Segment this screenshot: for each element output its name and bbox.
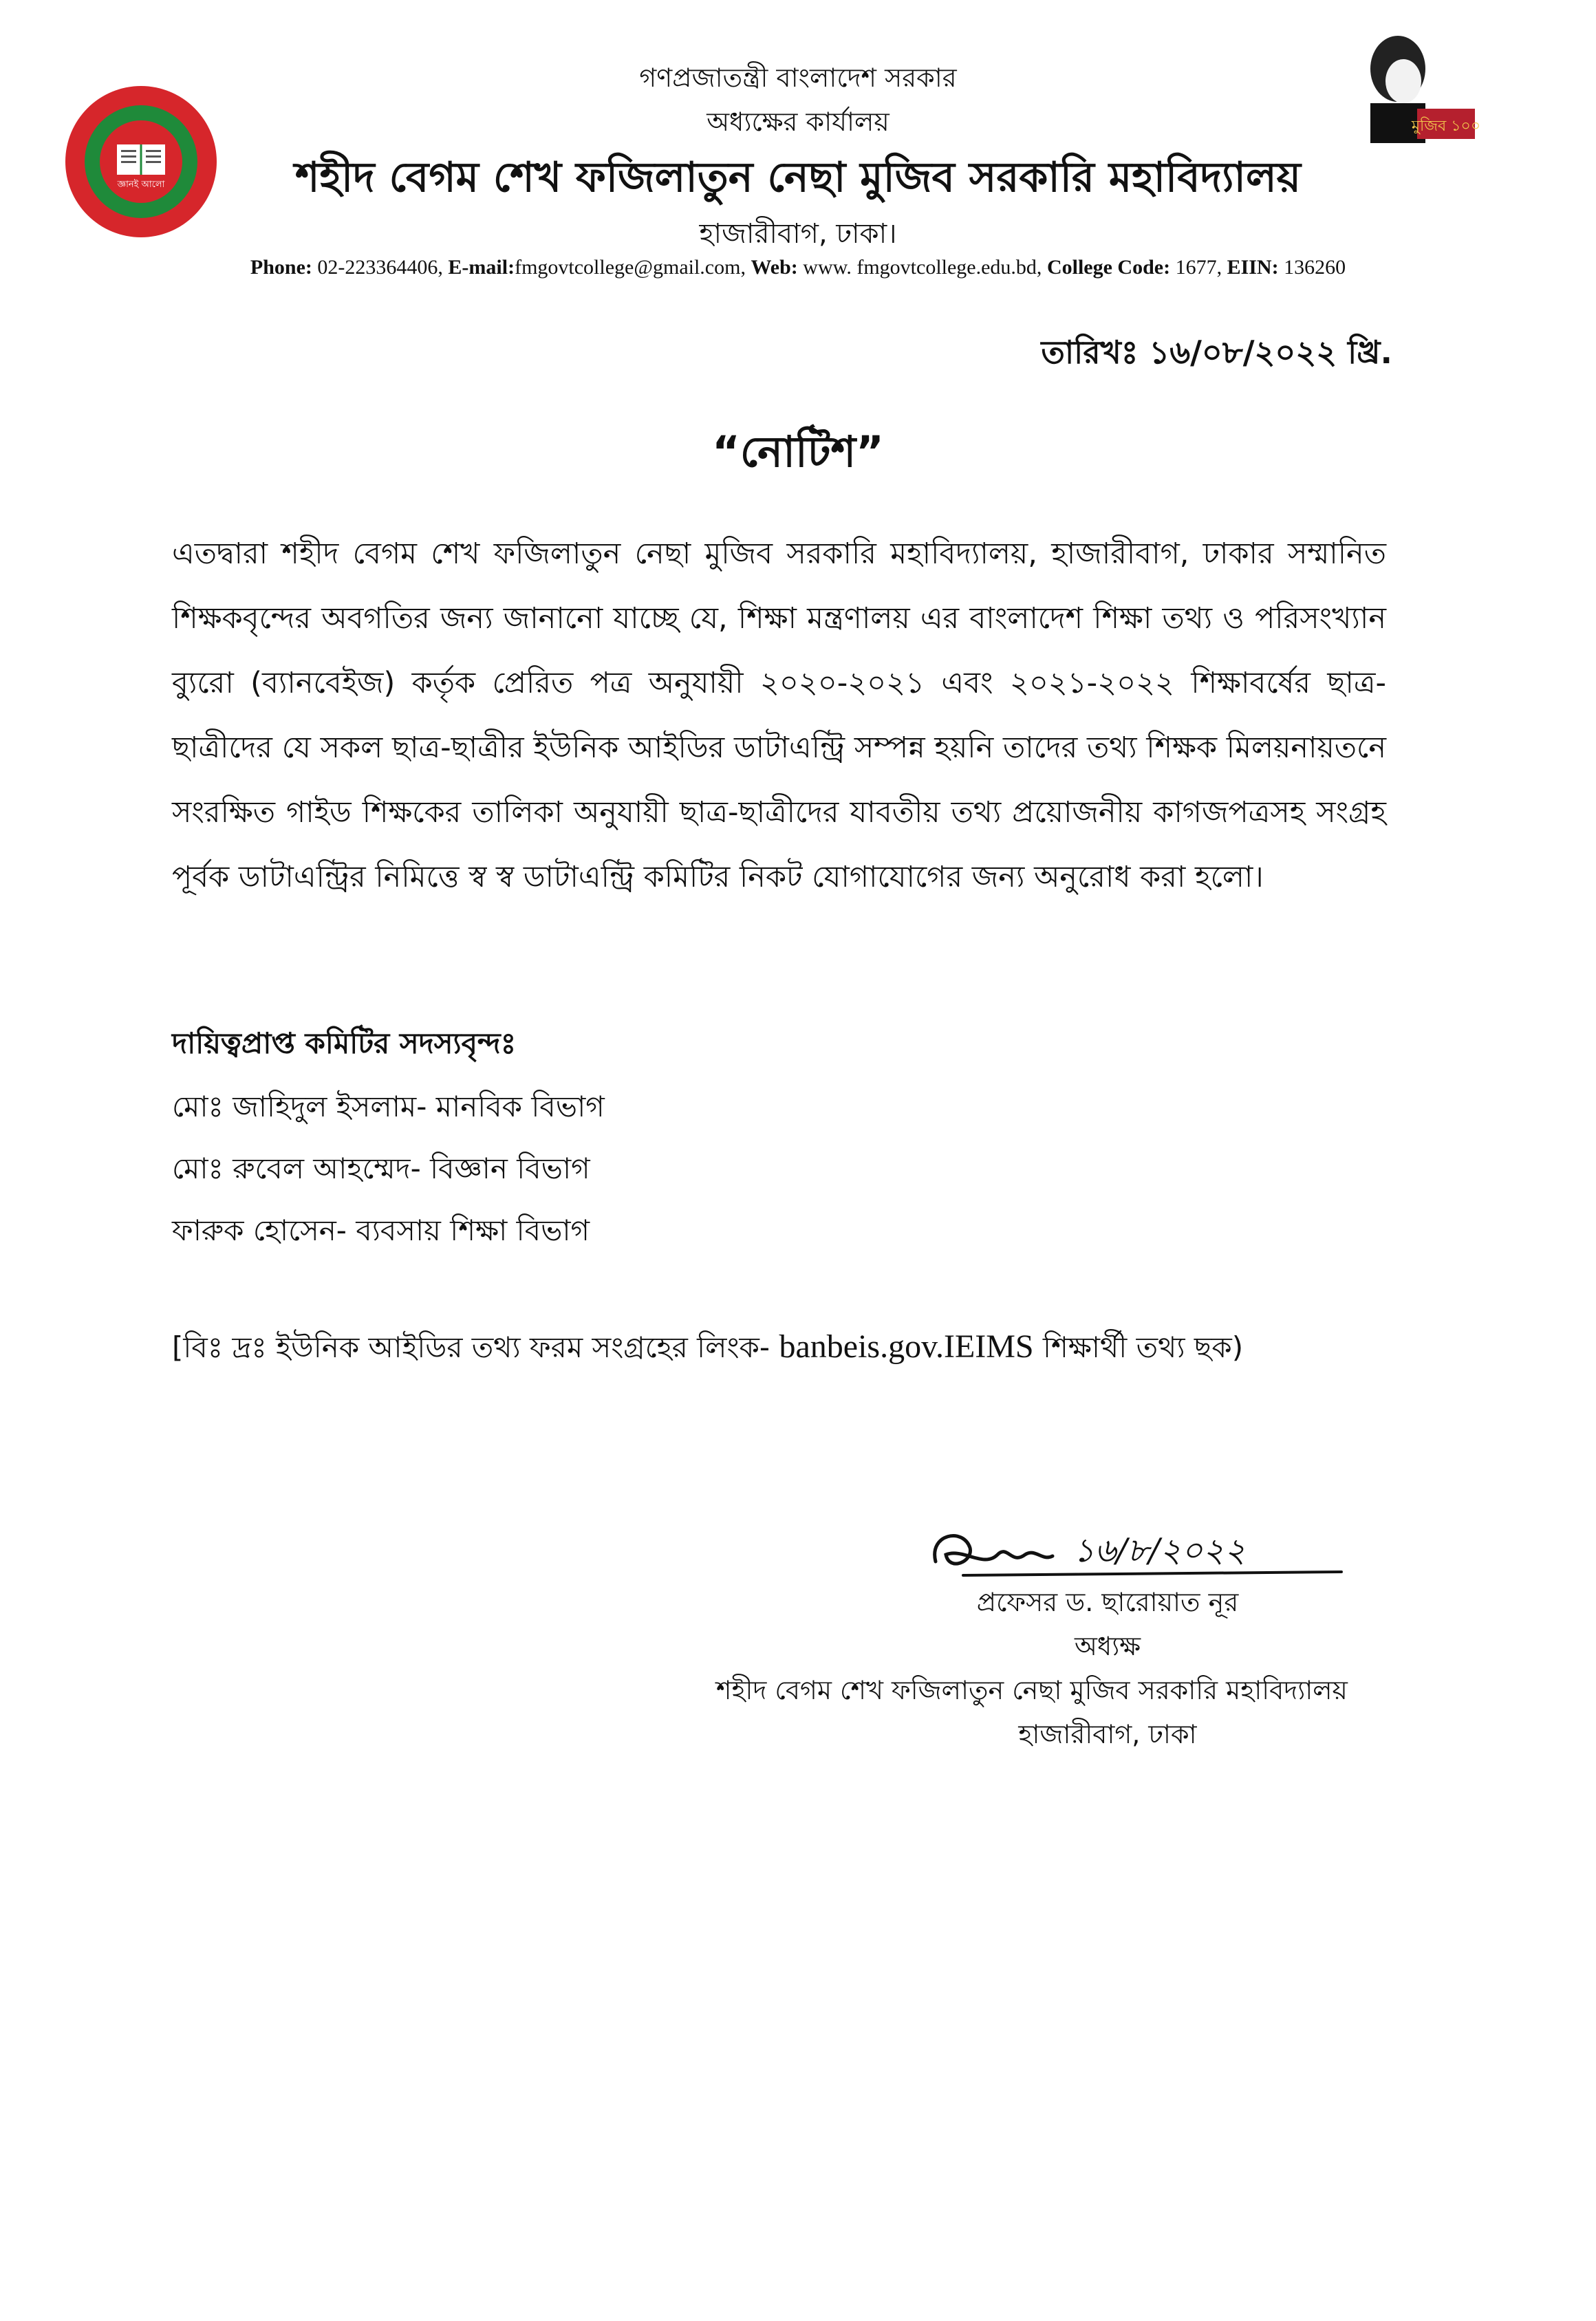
college-code-label: College Code: bbox=[1046, 256, 1171, 279]
signatory-name: প্রফেসর ড. ছারোয়াত নূর bbox=[976, 1587, 1239, 1617]
signatory-designation: অধ্যক্ষ bbox=[1074, 1631, 1141, 1661]
logo-motto: জ্ঞানই আলো bbox=[117, 180, 165, 190]
college-name-heading: শহীদ বেগম শেখ ফজিলাতুন নেছা মুজিব সরকারি মহাবিদ্যালয় bbox=[294, 153, 1301, 202]
college-location: হাজারীবাগ, ঢাকা। bbox=[699, 218, 897, 250]
email-value: fmgovtcollege@gmail.com, bbox=[515, 256, 746, 279]
handwritten-date: ১৬/৮/২০২২ bbox=[1073, 1531, 1246, 1570]
footnote-suffix: শিক্ষার্থী তথ্য ছক) bbox=[1042, 1330, 1244, 1364]
notice-date: তারিখঃ ১৬/০৮/২০২২ খ্রি. bbox=[1041, 334, 1392, 371]
web-value: www. fmgovtcollege.edu.bd, bbox=[803, 256, 1042, 279]
college-code-value: 1677, bbox=[1175, 256, 1222, 279]
web-label: Web: bbox=[751, 256, 798, 279]
contact-line bbox=[0, 256, 1596, 279]
government-heading: গণপ্রজাতন্ত্রী বাংলাদেশ সরকার bbox=[639, 63, 957, 93]
phone-value: 02-223364406, bbox=[317, 256, 443, 279]
committee-member: মোঃ জাহিদুল ইসলাম- মানবিক বিভাগ bbox=[172, 1090, 605, 1123]
signatory-location: হাজারীবাগ, ঢাকা bbox=[1018, 1719, 1197, 1749]
email-label: E-mail: bbox=[448, 256, 515, 279]
committee-member: ফারুক হোসেন- ব্যবসায় শিক্ষা বিভাগ bbox=[172, 1213, 590, 1247]
phone-label: Phone: bbox=[250, 256, 312, 279]
eiin-label: EIIN: bbox=[1227, 256, 1279, 279]
eiin-value: 136260 bbox=[1284, 256, 1346, 279]
mujib-badge-text: মুজিব ১০০ bbox=[1411, 118, 1480, 135]
footnote bbox=[172, 1325, 1243, 1374]
committee-member: মোঃ রুবেল আহম্মেদ- বিজ্ঞান বিভাগ bbox=[172, 1152, 590, 1185]
committee-heading: দায়িত্বপ্রাপ্ত কমিটির সদস্যবৃন্দঃ bbox=[172, 1026, 517, 1060]
ieims-link[interactable]: banbeis.gov.IEIMS bbox=[779, 1328, 1034, 1365]
office-heading: অধ্যক্ষের কার্যালয় bbox=[707, 107, 889, 137]
notice-title: “নোটিশ” bbox=[712, 427, 884, 477]
footnote-prefix: [বিঃ দ্রঃ ইউনিক আইডির তথ্য ফরম সংগ্রহের লিংক- bbox=[172, 1330, 770, 1364]
signatory-college: শহীদ বেগম শেখ ফজিলাতুন নেছা মুজিব সরকারি মহাবিদ্যালয় bbox=[716, 1675, 1348, 1705]
notice-body: এতদ্বারা শহীদ বেগম শেখ ফজিলাতুন নেছা মুজিব সরকারি মহাবিদ্যালয়, হাজারীবাগ, ঢাকার সম্মানিত শিক্ষকবৃন্দের অবগতির জন্য জানানো যাচ্ছে যে, শিক্ষা মন্ত্রণালয় এর বাংলাদেশ শিক্ষা তথ্য ও পরিসংখ্যান ব্যুরো (ব্যানবেইজ) কর্তৃক প্রেরিত পত্র অনুযায়ী ২০২০-২০২১ এবং ২০২১-২০২২ শিক্ষাবর্ষের ছাত্র-ছাত্রীদের যে সকল ছাত্র-ছাত্রীর ইউনিক আইডির ডাটাএন্ট্রি সম্পন্ন হয়নি তাদের তথ্য শিক্ষক মিলয়নায়তনে সংরক্ষিত গাইড শিক্ষকের তালিকা অনুযায়ী ছাত্র-ছাত্রীদের যাবতীয় তথ্য প্রয়োজনীয় কাগজপত্রসহ সংগ্রহ পূর্বক ডাটাএন্ট্রির নিমিত্তে স্ব স্ব ডাটাএন্ট্রি কমিটির নিকট যোগাযোগের জন্য অনুরোধ করা হলো। bbox=[172, 537, 1386, 894]
